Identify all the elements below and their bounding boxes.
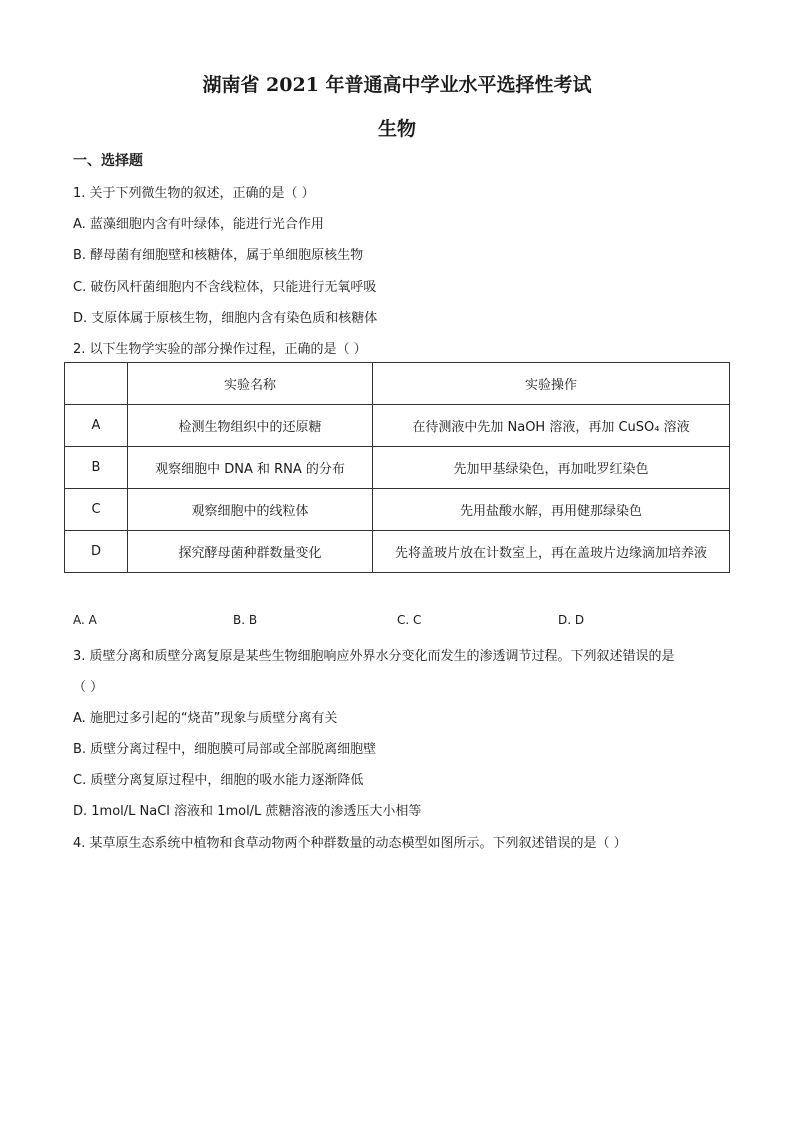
table-cell: 先将盖玻片放在计数室上，再在盖玻片边缘滴加培养液 — [373, 531, 730, 573]
table-cell: 先用盐酸水解，再用健那绿染色 — [373, 489, 730, 531]
table-cell: C — [65, 489, 128, 531]
table-header-cell: 实验操作 — [373, 363, 730, 405]
table-cell: D — [65, 531, 128, 573]
q2-choice-c: C. C — [397, 613, 422, 627]
q3-option-b: B. 质壁分离过程中，细胞膜可局部或全部脱离细胞壁 — [73, 742, 377, 757]
q2-choice-d: D. D — [558, 613, 585, 627]
q1-stem: 1. 关于下列微生物的叙述，正确的是（ ） — [73, 186, 315, 201]
q1-option-b: B. 酵母菌有细胞壁和核糖体，属于单细胞原核生物 — [73, 248, 364, 263]
q2-choice-a: A. A — [73, 613, 97, 627]
table-row — [65, 447, 730, 489]
q2-stem: 2. 以下生物学实验的部分操作过程，正确的是（ ） — [73, 342, 367, 357]
q4-stem: 4. 某草原生态系统中植物和食草动物两个种群数量的动态模型如图所示。下列叙述错误的是（ ） — [73, 836, 627, 851]
q1-option-a: A. 蓝藻细胞内含有叶绿体，能进行光合作用 — [73, 217, 324, 232]
table-cell: 观察细胞中 DNA 和 RNA 的分布 — [128, 447, 373, 489]
table-cell: 观察细胞中的线粒体 — [128, 489, 373, 531]
exam-title: 湖南省 2021 年普通高中学业水平选择性考试 — [202, 74, 592, 96]
table-cell: A — [65, 405, 128, 447]
q2-choice-b: B. B — [233, 613, 258, 627]
table-row — [65, 531, 730, 573]
q3-option-d: D. 1mol/L NaCl 溶液和 1mol/L 蔗糖溶液的渗透压大小相等 — [73, 804, 422, 819]
section-heading: 一、选择题 — [73, 153, 143, 169]
experiment-table — [64, 362, 730, 573]
table-cell: 探究酵母菌种群数量变化 — [128, 531, 373, 573]
table-header-cell — [65, 363, 128, 405]
table-header-row — [65, 363, 730, 405]
table-cell: 在待测液中先加 NaOH 溶液，再加 CuSO₄ 溶液 — [373, 405, 730, 447]
table-row — [65, 405, 730, 447]
table-cell: 检测生物组织中的还原糖 — [128, 405, 373, 447]
table-row — [65, 489, 730, 531]
table-cell: 先加甲基绿染色，再加吡罗红染色 — [373, 447, 730, 489]
q1-option-c: C. 破伤风杆菌细胞内不含线粒体，只能进行无氧呼吸 — [73, 280, 377, 295]
table-cell: B — [65, 447, 128, 489]
q3-option-a: A. 施肥过多引起的“烧苗”现象与质壁分离有关 — [73, 711, 338, 726]
subject-title: 生物 — [377, 118, 416, 140]
q3-stem: 3. 质壁分离和质壁分离复原是某些生物细胞响应外界水分变化而发生的渗透调节过程。下列叙述错误的是 — [73, 649, 675, 664]
q1-option-d: D. 支原体属于原核生物，细胞内含有染色质和核糖体 — [73, 311, 378, 326]
q3-option-c: C. 质壁分离复原过程中，细胞的吸水能力逐渐降低 — [73, 773, 364, 788]
table-header-cell: 实验名称 — [128, 363, 373, 405]
q3-stem-bracket: （ ） — [73, 680, 104, 695]
